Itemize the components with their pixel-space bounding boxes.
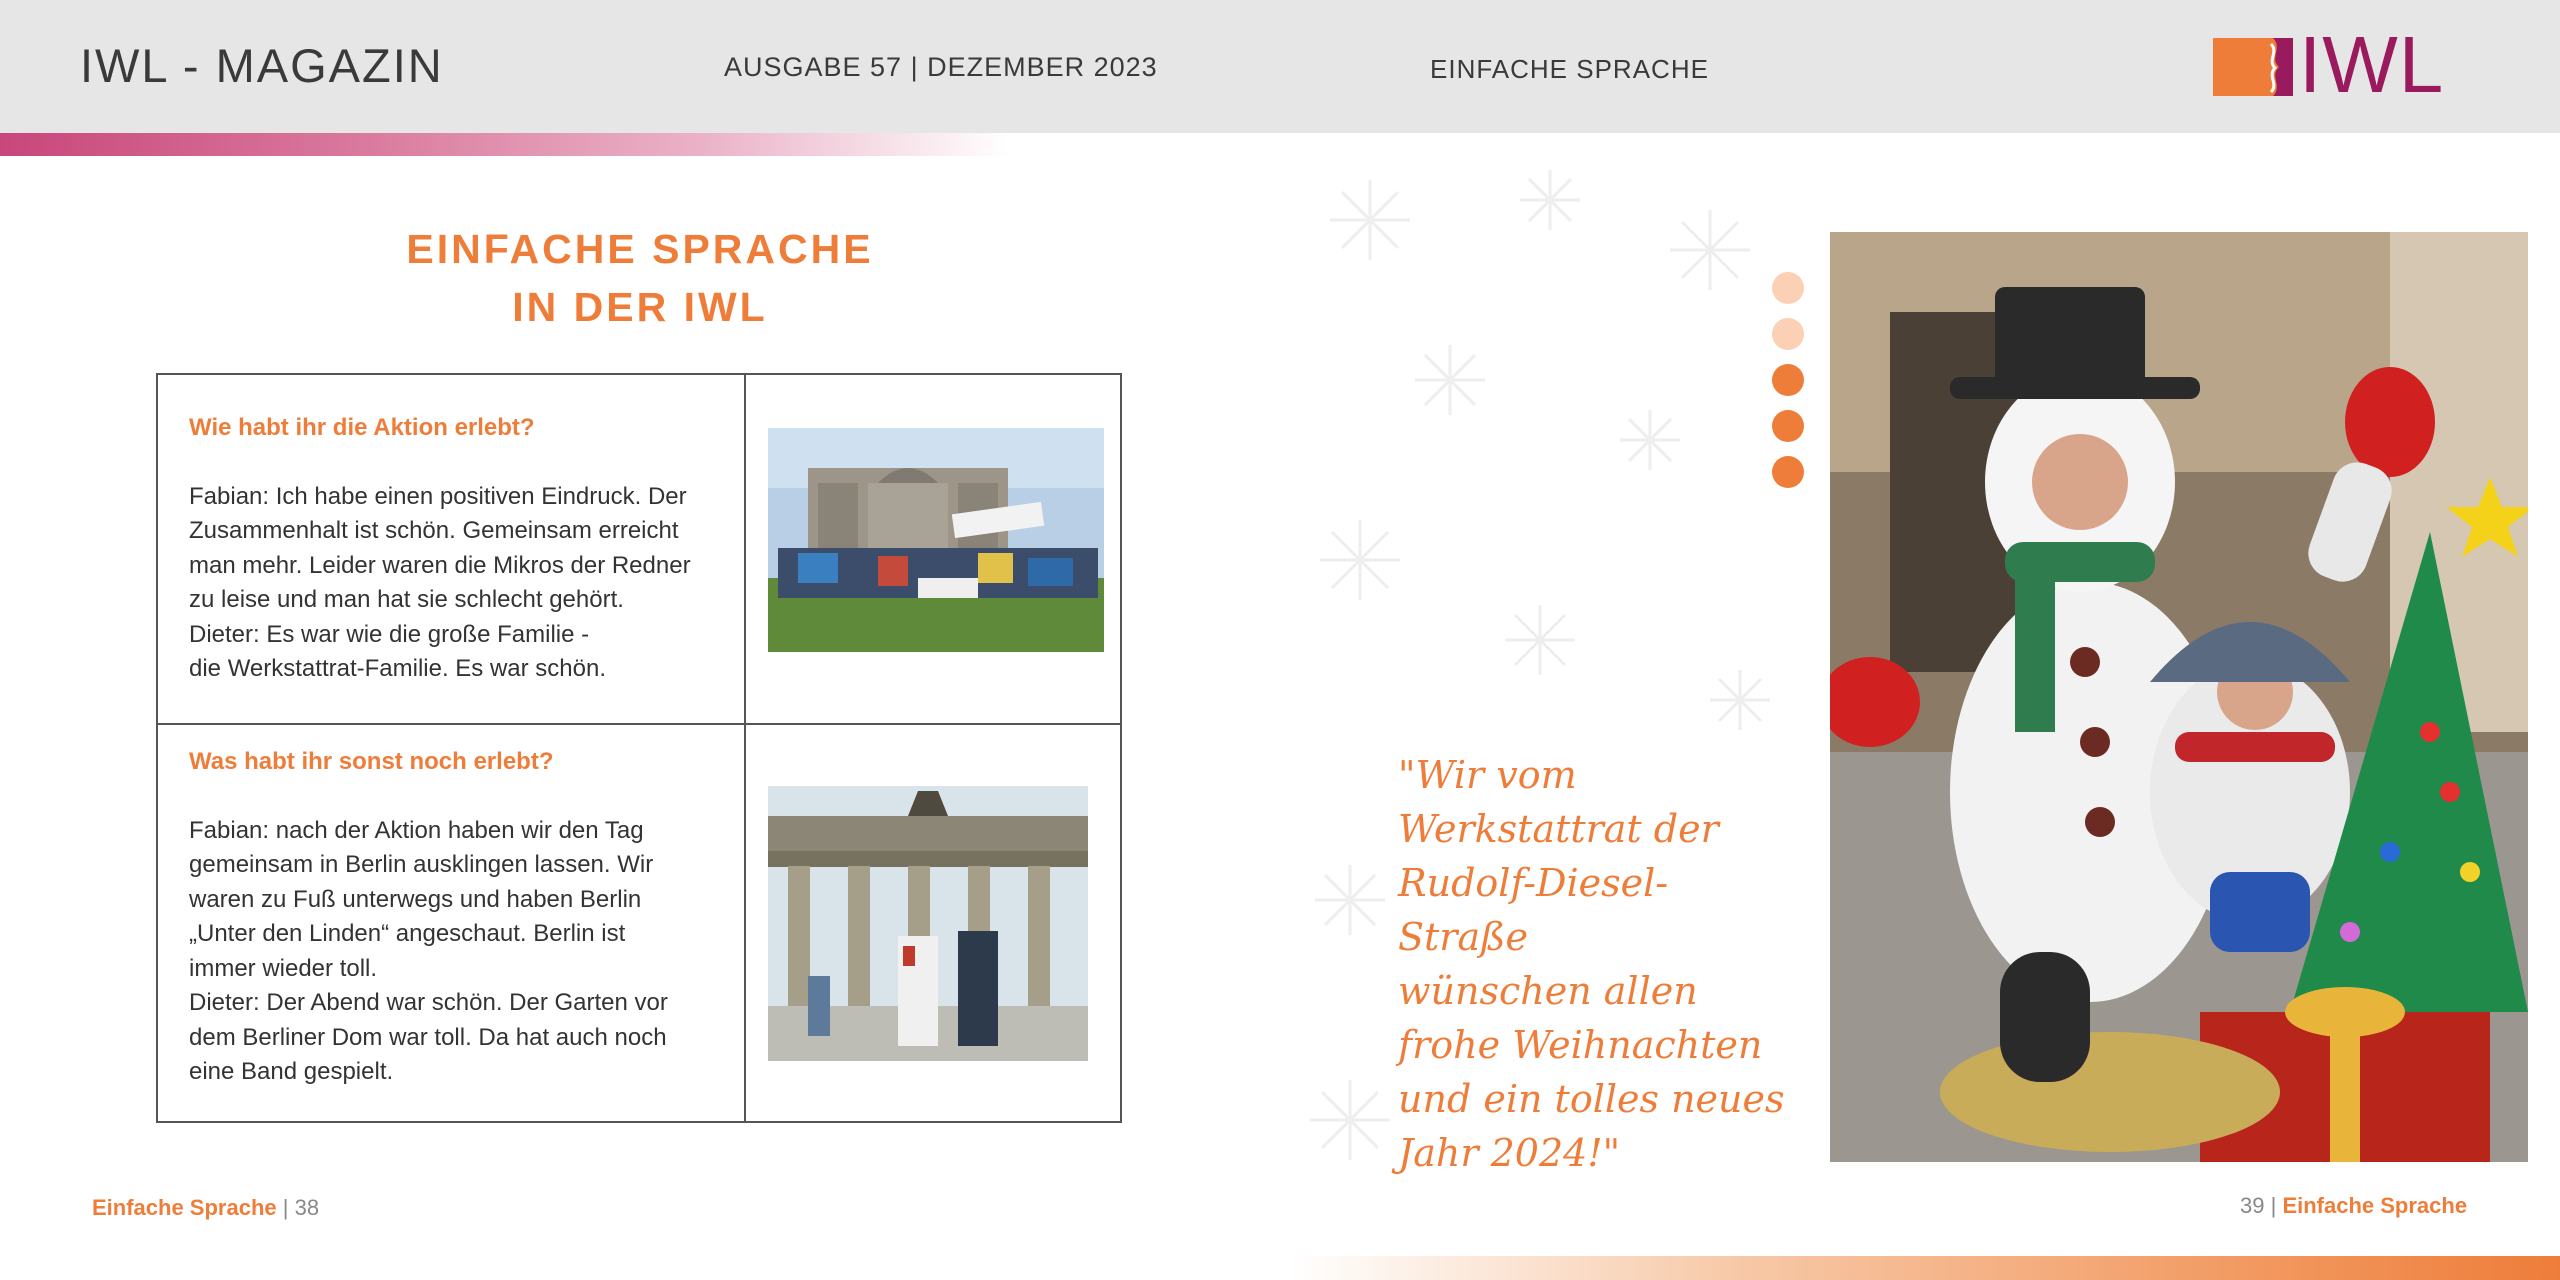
footer-separator: | — [2264, 1193, 2283, 1218]
answer-line: „Unter den Linden“ angeschaut. Berlin ist — [189, 920, 626, 947]
dot-light — [1772, 272, 1804, 304]
logo-text: IWL — [2299, 20, 2445, 109]
answer-line: Zusammenhalt ist schön. Gemeinsam erreicht — [189, 517, 679, 544]
dot-dark — [1772, 364, 1804, 396]
answer-line: Fabian: nach der Aktion haben wir den Tag — [189, 816, 644, 844]
footer-separator: | — [276, 1195, 295, 1220]
dot-dark — [1772, 410, 1804, 442]
answer-1 — [189, 480, 729, 687]
issue-label: AUSGABE 57 | DEZEMBER 2023 — [724, 52, 1158, 82]
page-header — [0, 0, 2560, 133]
header-accent-bar — [0, 133, 1010, 156]
answer-line: gemeinsam in Berlin ausklingen lassen. Wir — [189, 851, 654, 878]
quote-line: wünschen allen — [1398, 969, 1698, 1013]
interview-cell-2 — [189, 745, 729, 1090]
dot-dark — [1772, 456, 1804, 488]
answer-line: Dieter: Der Abend war schön. Der Garten vor — [189, 989, 668, 1016]
quote-line: frohe Weihnachten — [1398, 1023, 1763, 1067]
interview-cell-1 — [189, 411, 729, 687]
interview-table — [156, 373, 1122, 1123]
footer-right — [2240, 1193, 2467, 1219]
page-heading — [380, 220, 900, 336]
quote-line: "Wir vom — [1398, 753, 1577, 797]
heading-line-1: EINFACHE SPRACHE — [406, 226, 874, 272]
snowman-photo — [1830, 232, 2528, 1162]
decorative-dots — [1772, 272, 1804, 502]
answer-line: dem Berliner Dom war toll. Da hat auch noch — [189, 1023, 667, 1051]
footer-section-label: Einfache Sprache — [2282, 1193, 2468, 1218]
dot-light — [1772, 318, 1804, 350]
answer-line: die Werkstattrat-Familie. Es war schön. — [189, 655, 607, 682]
table-divider-horizontal — [158, 723, 1120, 725]
quote-line: Jahr 2024!" — [1398, 1131, 1621, 1175]
footer-section-label: Einfache Sprache — [92, 1195, 277, 1220]
answer-line: waren zu Fuß unterwegs und haben Berlin — [189, 885, 642, 913]
page-number: 38 — [294, 1195, 320, 1220]
table-divider-vertical — [744, 375, 746, 1121]
page-number: 39 — [2240, 1193, 2265, 1218]
iwl-logo — [2213, 20, 2478, 109]
quote-line: und ein tolles neues — [1398, 1077, 1785, 1121]
footer-left — [92, 1195, 319, 1221]
quote-line: Werkstattrat der — [1398, 807, 1719, 851]
question-1: Wie habt ihr die Aktion erlebt? — [189, 414, 535, 441]
answer-line: zu leise und man hat sie schlecht gehört. — [189, 586, 624, 613]
section-label: EINFACHE SPRACHE — [1430, 54, 1709, 84]
answer-2 — [189, 814, 729, 1090]
footer-accent-bar — [1290, 1256, 2560, 1280]
brandenburg-gate-photo — [768, 786, 1088, 1061]
heading-line-2: IN DER IWL — [512, 284, 768, 330]
reichstag-photo — [768, 428, 1104, 652]
answer-line: eine Band gespielt. — [189, 1058, 394, 1085]
answer-line: Dieter: Es war wie die große Familie - — [189, 620, 590, 648]
quote-line: Rudolf-Diesel-Straße — [1398, 861, 1669, 959]
question-2: Was habt ihr sonst noch erlebt? — [189, 748, 554, 775]
magazine-title: IWL - MAGAZIN — [80, 39, 444, 92]
answer-line: immer wieder toll. — [189, 954, 378, 982]
answer-line: Fabian: Ich habe einen positiven Eindruck. Der — [189, 482, 687, 510]
christmas-quote — [1398, 748, 1798, 1180]
answer-line: man mehr. Leider waren die Mikros der Redner — [189, 551, 691, 579]
logo-mark-icon — [2213, 38, 2293, 96]
